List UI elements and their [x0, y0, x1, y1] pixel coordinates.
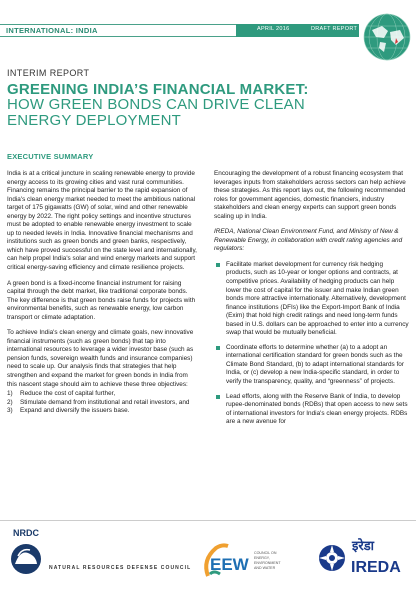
footer-divider — [0, 520, 416, 521]
list-text: Reduce the cost of capital further, — [20, 390, 116, 398]
left-column — [7, 170, 197, 416]
list-item: Coordinate efforts to determine whether (a) to a adopt an international certification standard for green bonds such as the Climate Bond Standard, (b) to adapt international standards for India, or (c) develop a new India-specific standard, in order to verify the transparency, quality, and “greenness” of projects. — [214, 344, 410, 387]
svg-text:इरेडा: इरेडा — [352, 539, 375, 554]
stakeholder-intro: IREDA, National Clean Environment Fund, and Ministry of New & Renewable Energy, in collaboration with credit rating agencies and regulators: — [214, 228, 403, 253]
list-number: 1) — [7, 390, 13, 398]
svg-text:AND WATER: AND WATER — [254, 566, 276, 570]
svg-text:NRDC: NRDC — [13, 528, 39, 538]
svg-text:ENVIRONMENT: ENVIRONMENT — [254, 561, 281, 565]
ireda-logo — [316, 526, 412, 582]
report-title: GREENING INDIA’S FINANCIAL MARKET: — [7, 81, 309, 98]
summary-paragraph: A green bond is a fixed-income financial instrument for raising capital through the debt market, like traditional corporate bonds. The key difference is that green bonds raise funds for projects with environmental benefits, such as renewable energy, low carbon transport or climate adaptation. — [7, 279, 196, 321]
report-date: APRIL 2016 — [257, 26, 290, 32]
report-kicker: INTERIM REPORT — [7, 68, 90, 78]
meta-bar — [236, 24, 359, 37]
list-text: Expand and diversify the issuers base. — [20, 407, 130, 415]
objectives-list — [7, 390, 197, 416]
section-bar — [0, 24, 236, 37]
summary-paragraph: India is at a critical juncture in scaling renewable energy to provide energy access to its growing cities and vast rural communities. Financing remains the principal barrier to the rapid expansion of India's clean energy market needed to meet the ambitious national target of 175 gigawatts (GW) of solar, wind and other renewable energy by 2022. The right policy settings and incentive structures must be adopted to enable renewable energy investment to scale up to needed levels in India. Innovative financial mechanisms and institutions such as green bonds and green banks, respectively, which have proved successful on the state level and internationally, can help propel India's solar and wind energy markets and support critical energy-saving efficiency and climate resilience projects. — [7, 170, 197, 272]
list-item — [7, 407, 197, 416]
report-status: DRAFT REPORT — [311, 26, 358, 32]
report-subtitle: HOW GREEN BONDS CAN DRIVE CLEAN ENERGY DEPLOYMENT — [7, 96, 305, 129]
list-item — [7, 390, 197, 399]
right-column — [214, 170, 410, 433]
list-item: Lead efforts, along with the Reserve Bank of India, to develop rupee-denominated bonds (RDBs) that open access to new sets of international investors for India's clean energy projects. RDBs are a new avenue for — [214, 393, 410, 427]
svg-text:EEW: EEW — [210, 555, 249, 574]
svg-text:ENERGY,: ENERGY, — [254, 556, 270, 560]
partner-logos — [0, 522, 416, 590]
report-header — [0, 0, 416, 64]
section-label: INTERNATIONAL: INDIA — [6, 26, 98, 35]
nrdc-name: NATURAL RESOURCES DEFENSE COUNCIL — [49, 565, 192, 571]
executive-summary-heading: EXECUTIVE SUMMARY — [7, 152, 94, 161]
list-text: Stimulate demand from institutional and retail investors, and — [20, 398, 190, 406]
svg-text:IREDA: IREDA — [351, 559, 401, 576]
nrdc-logo — [6, 526, 46, 582]
summary-paragraph: To achieve India's clean energy and climate goals, new innovative financial instruments (such as green bonds) that tap into international resources to leverage a wider investor base (such as pension funds, sovereign wealth funds and insurance companies) need to scale up. Our analysis finds that strategies that help strengthen and expand the market for green bonds in India from this nascent stage should aim to achieve these three objectives: — [7, 329, 194, 388]
list-number: 2) — [7, 398, 13, 406]
globe-icon — [362, 12, 412, 62]
list-number: 3) — [7, 407, 13, 415]
list-item — [7, 399, 197, 408]
ceew-logo — [198, 540, 298, 580]
list-item: Facilitate market development for currency risk hedging products, such as 10-year or longer options and contracts, at competitive prices. Availability of hedging products can help lower the cost of capital for the issuer and make Indian green bonds more attractive internationally. Alternatively, development finance institutions (DFIs) like the Export-Import Bank of India (Exim) that hold high credit ratings and need long-term funds based in U.S. dollars can be approached to enter into a currency swap that would be mutually beneficial. — [214, 261, 410, 338]
recommendations-list — [214, 261, 410, 427]
svg-text:COUNCIL ON: COUNCIL ON — [254, 551, 277, 555]
summary-paragraph: Encouraging the development of a robust financing ecosystem that leverages inputs from stakeholders across sectors can help achieve these strategies. As this report lays out, the following recommended roles for government agencies, domestic financiers, industry stakeholders and clean energy experts can support green bonds scaling up in India. — [214, 170, 406, 220]
